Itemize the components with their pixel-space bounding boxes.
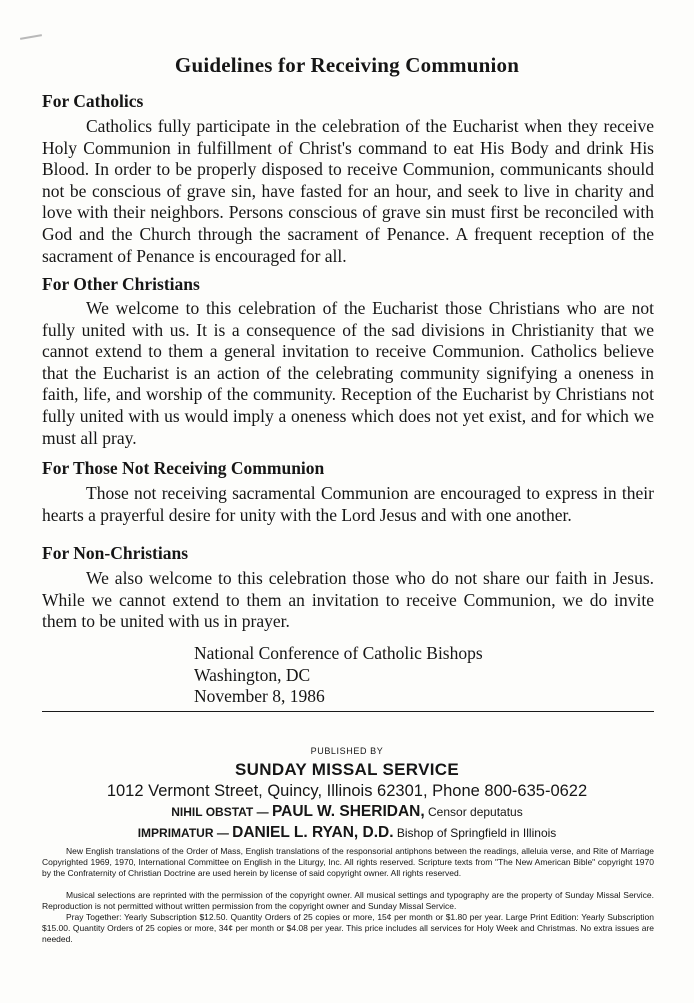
heading-for-non-christians: For Non-Christians [42, 543, 189, 563]
heading-for-catholics: For Catholics [42, 91, 144, 111]
fine-print-subscription: Pray Together: Yearly Subscription $12.50. Quantity Orders of 25 copies or more, 15¢ per month or $1.80 per year. Large Print Edition: Yearly Subscription $15.00. Quantity Orders of 25 copies or more, 34¢ per month or $4.08 per year. This price includes all services for Holy Week and Christmas. No extra issues are needed. [42, 912, 654, 944]
scan-mark [20, 34, 42, 40]
heading-for-other-christians: For Other Christians [42, 274, 200, 294]
published-by-label: PUBLISHED BY [310, 746, 384, 756]
nihil-obstat-name: PAUL W. SHERIDAN, [271, 803, 425, 820]
signature-place: Washington, DC [194, 665, 311, 685]
imprimatur-name: DANIEL L. RYAN, D.D. [232, 824, 394, 841]
fine-print-copyright: New English translations of the Order of Mass, English translations of the responsorial antiphons between the readings, alleluia verse, and Rite of Marriage Copyrighted 1969, 1970, International Committee on English in the Liturgy, Inc. All rights reserved. Scripture texts from "The New American Bible" copyright 1970 by the Confraternity of Christian Doctrine are used herein by license of said copyright owner. All rights reserved. [42, 846, 654, 878]
paragraph-not-receiving: Those not receiving sacramental Communion are encouraged to express in their hearts a prayerful desire for unity with the Lord Jesus and with one another. [42, 483, 654, 525]
nihil-obstat-line [0, 803, 694, 821]
heading-not-receiving: For Those Not Receiving Communion [42, 458, 325, 478]
paragraph-for-non-christians: We also welcome to this celebration those who do not share our faith in Jesus. While we cannot extend to them an invitation to receive Communion, we do invite them to be united with us in prayer. [42, 568, 654, 632]
fine-print-permissions: Musical selections are reprinted with the permission of the copyright owner. All musical settings and typography are the property of Sunday Missal Service. Reproduction is not permitted without written permission from the copyright owner and Sunday Missal Service. [42, 890, 654, 911]
signature-organization: National Conference of Catholic Bishops [194, 643, 483, 663]
nihil-obstat-label: NIHIL OBSTAT — [171, 805, 269, 819]
imprimatur-line [0, 824, 694, 842]
paragraph-for-catholics: Catholics fully participate in the celebration of the Eucharist when they receive Holy Communion in fulfillment of Christ's command to eat His Body and drink His Blood. In order to be properly disposed to receive Communion, communicants should not be conscious of grave sin, have fasted for an hour, and seek to live in charity and love with their neighbors. Persons conscious of grave sin must first be reconciled with God and the Church through the sacrament of Penance. A frequent reception of the sacrament of Penance is encouraged for all. [42, 116, 654, 266]
imprimatur-label: IMPRIMATUR — [137, 826, 229, 840]
signature-date: November 8, 1986 [194, 686, 325, 706]
imprimatur-role: Bishop of Springfield in Illinois [396, 826, 557, 840]
publisher-name: SUNDAY MISSAL SERVICE [235, 760, 459, 779]
page-title: Guidelines for Receiving Communion [174, 53, 520, 77]
divider [42, 711, 654, 712]
paragraph-for-other-christians: We welcome to this celebration of the Eucharist those Christians who are not fully united with us. It is a consequence of the sad divisions in Christianity that we cannot extend to them a general invitation to receive Communion. Catholics believe that the Eucharist is an action of the celebrating community signifying a oneness in faith, life, and worship of the community. Reception of the Eucharist by Christians not fully united with us would imply a oneness which does not yet exist, and for which we must all pray. [42, 298, 654, 448]
publisher-address: 1012 Vermont Street, Quincy, Illinois 62301, Phone 800-635-0622 [106, 782, 588, 800]
nihil-obstat-role: Censor deputatus [428, 805, 523, 819]
